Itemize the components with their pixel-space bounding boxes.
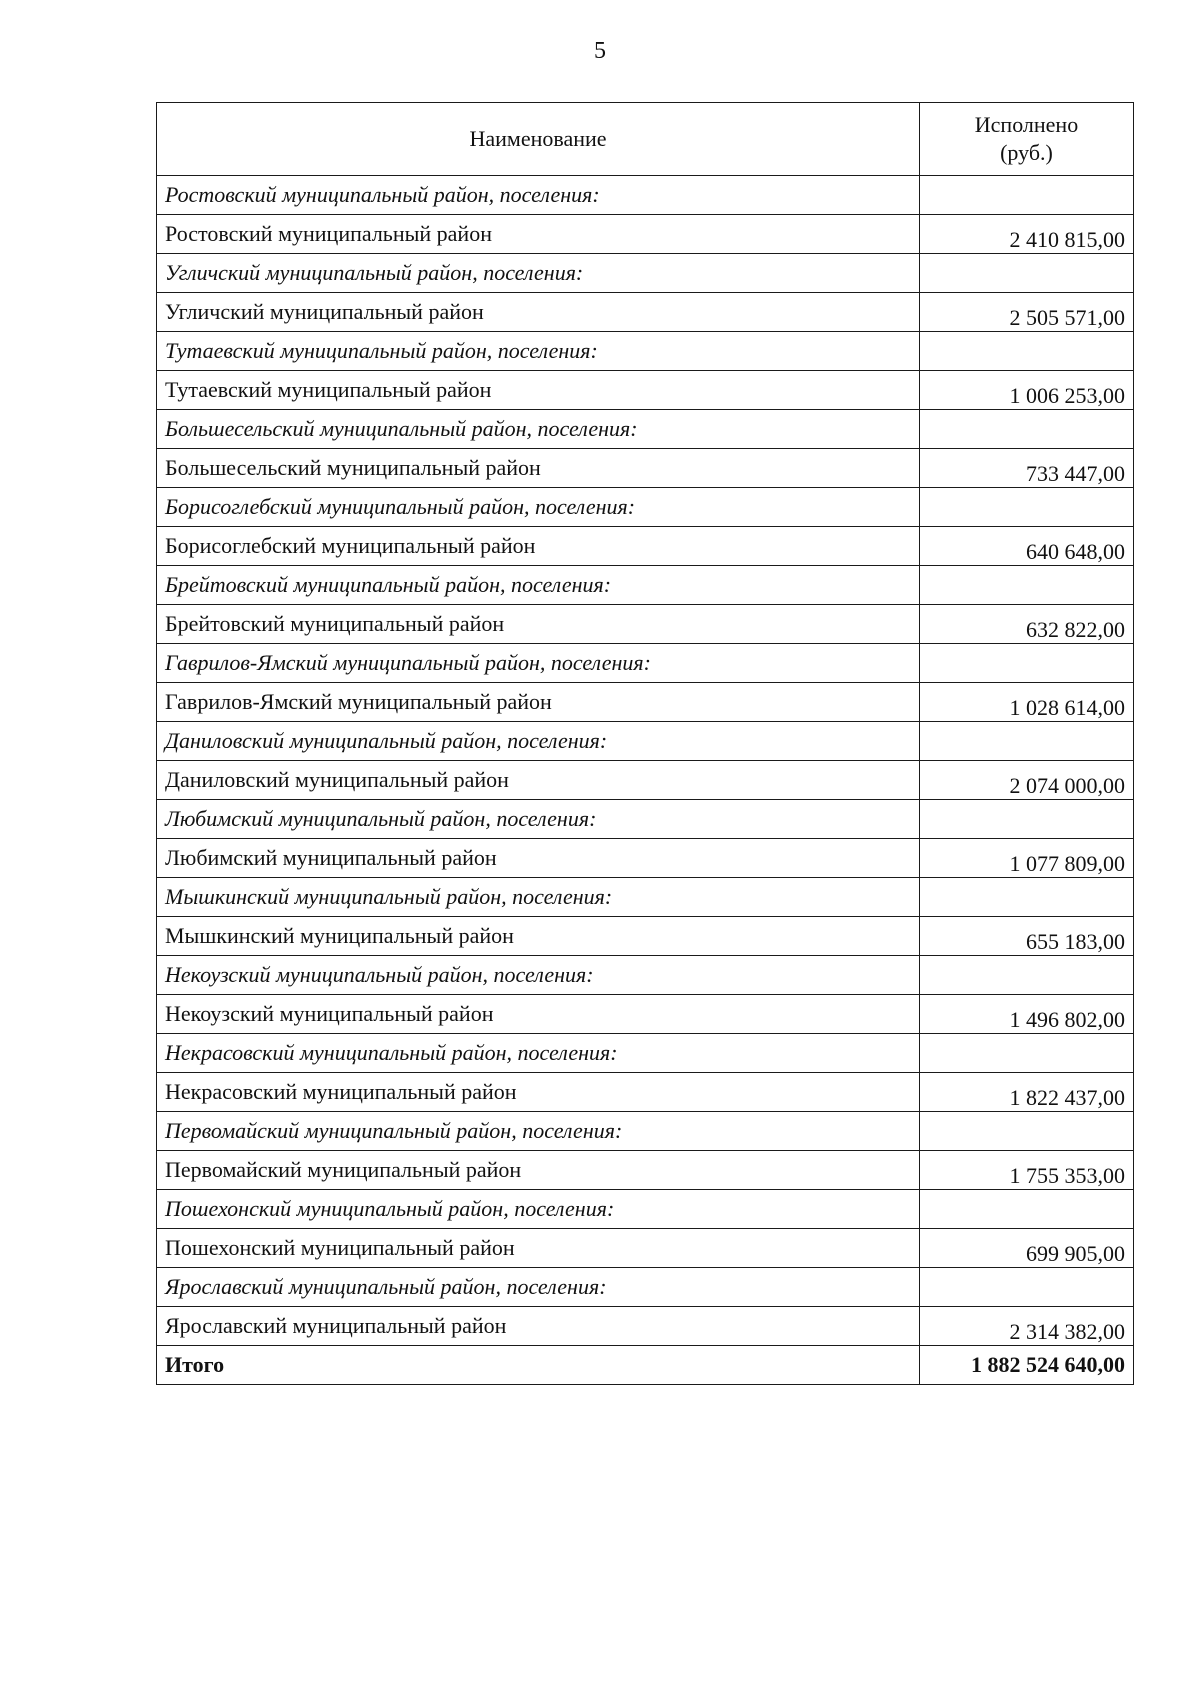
group-header-row <box>157 1034 1134 1073</box>
district-row <box>157 917 1134 956</box>
district-name: Некрасовский муниципальный район <box>157 1073 920 1112</box>
district-name: Ростовский муниципальный район <box>157 215 920 254</box>
group-header-label: Ростовский муниципальный район, поселения: <box>157 176 920 215</box>
district-row <box>157 683 1134 722</box>
district-row <box>157 839 1134 878</box>
column-header-amount-line1: Исполнено <box>974 112 1079 137</box>
district-row <box>157 1229 1134 1268</box>
district-name: Некоузский муниципальный район <box>157 995 920 1034</box>
group-header-label: Некрасовский муниципальный район, поселения: <box>157 1034 920 1073</box>
amount-cell <box>920 878 1134 917</box>
district-name: Мышкинский муниципальный район <box>157 917 920 956</box>
amount-cell: 2 410 815,00 <box>920 215 1134 254</box>
district-row <box>157 1151 1134 1190</box>
group-header-row <box>157 878 1134 917</box>
group-header-label: Любимский муниципальный район, поселения: <box>157 800 920 839</box>
amount-cell <box>920 1190 1134 1229</box>
district-name: Даниловский муниципальный район <box>157 761 920 800</box>
group-header-row <box>157 956 1134 995</box>
district-row <box>157 215 1134 254</box>
group-header-row <box>157 1190 1134 1229</box>
group-header-label: Гаврилов-Ямский муниципальный район, поселения: <box>157 644 920 683</box>
district-row <box>157 293 1134 332</box>
amount-cell <box>920 644 1134 683</box>
amount-cell <box>920 1112 1134 1151</box>
district-row <box>157 1307 1134 1346</box>
amount-cell <box>920 800 1134 839</box>
district-name: Брейтовский муниципальный район <box>157 605 920 644</box>
district-row <box>157 761 1134 800</box>
page-number: 5 <box>594 38 606 64</box>
district-name: Любимский муниципальный район <box>157 839 920 878</box>
amount-cell: 2 074 000,00 <box>920 761 1134 800</box>
amount-cell <box>920 956 1134 995</box>
table-header-row <box>157 103 1134 176</box>
group-header-label: Борисоглебский муниципальный район, поселения: <box>157 488 920 527</box>
group-header-label: Пошехонский муниципальный район, поселения: <box>157 1190 920 1229</box>
amount-cell: 1 077 809,00 <box>920 839 1134 878</box>
amount-cell: 733 447,00 <box>920 449 1134 488</box>
amount-cell: 2 314 382,00 <box>920 1307 1134 1346</box>
column-header-amount-line2: (руб.) <box>1000 140 1053 165</box>
group-header-row <box>157 800 1134 839</box>
amount-cell: 1 006 253,00 <box>920 371 1134 410</box>
district-row <box>157 995 1134 1034</box>
group-header-row <box>157 1268 1134 1307</box>
amount-cell <box>920 1034 1134 1073</box>
district-row <box>157 605 1134 644</box>
group-header-label: Первомайский муниципальный район, поселения: <box>157 1112 920 1151</box>
district-name: Угличский муниципальный район <box>157 293 920 332</box>
amount-cell <box>920 254 1134 293</box>
amount-cell <box>920 176 1134 215</box>
district-row <box>157 1073 1134 1112</box>
district-name: Большесельский муниципальный район <box>157 449 920 488</box>
group-header-label: Мышкинский муниципальный район, поселения: <box>157 878 920 917</box>
group-header-label: Некоузский муниципальный район, поселения: <box>157 956 920 995</box>
amount-cell: 640 648,00 <box>920 527 1134 566</box>
amount-cell: 1 028 614,00 <box>920 683 1134 722</box>
amount-cell <box>920 488 1134 527</box>
amount-cell <box>920 332 1134 371</box>
district-name: Тутаевский муниципальный район <box>157 371 920 410</box>
amount-cell: 699 905,00 <box>920 1229 1134 1268</box>
district-name: Ярославский муниципальный район <box>157 1307 920 1346</box>
district-row <box>157 527 1134 566</box>
table-body <box>157 176 1134 1346</box>
district-name: Пошехонский муниципальный район <box>157 1229 920 1268</box>
group-header-row <box>157 176 1134 215</box>
amount-cell <box>920 566 1134 605</box>
district-name: Борисоглебский муниципальный район <box>157 527 920 566</box>
group-header-label: Большесельский муниципальный район, поселения: <box>157 410 920 449</box>
group-header-row <box>157 566 1134 605</box>
group-header-row <box>157 332 1134 371</box>
district-row <box>157 449 1134 488</box>
district-name: Первомайский муниципальный район <box>157 1151 920 1190</box>
amount-cell <box>920 410 1134 449</box>
group-header-row <box>157 644 1134 683</box>
amount-cell <box>920 1268 1134 1307</box>
amount-cell: 1 755 353,00 <box>920 1151 1134 1190</box>
total-label: Итого <box>157 1346 920 1385</box>
district-name: Гаврилов-Ямский муниципальный район <box>157 683 920 722</box>
column-header-name: Наименование <box>157 103 920 176</box>
amount-cell: 655 183,00 <box>920 917 1134 956</box>
amount-cell: 632 822,00 <box>920 605 1134 644</box>
group-header-row <box>157 722 1134 761</box>
district-row <box>157 371 1134 410</box>
amount-cell: 1 496 802,00 <box>920 995 1134 1034</box>
group-header-row <box>157 254 1134 293</box>
group-header-label: Брейтовский муниципальный район, поселения: <box>157 566 920 605</box>
group-header-label: Тутаевский муниципальный район, поселения: <box>157 332 920 371</box>
amount-cell: 1 822 437,00 <box>920 1073 1134 1112</box>
group-header-row <box>157 1112 1134 1151</box>
budget-table <box>156 102 1134 1385</box>
group-header-label: Даниловский муниципальный район, поселения: <box>157 722 920 761</box>
column-header-amount <box>920 103 1134 176</box>
group-header-label: Ярославский муниципальный район, поселения: <box>157 1268 920 1307</box>
group-header-label: Угличский муниципальный район, поселения: <box>157 254 920 293</box>
amount-cell <box>920 722 1134 761</box>
amount-cell: 2 505 571,00 <box>920 293 1134 332</box>
group-header-row <box>157 488 1134 527</box>
total-row <box>157 1346 1134 1385</box>
total-amount: 1 882 524 640,00 <box>920 1346 1134 1385</box>
group-header-row <box>157 410 1134 449</box>
